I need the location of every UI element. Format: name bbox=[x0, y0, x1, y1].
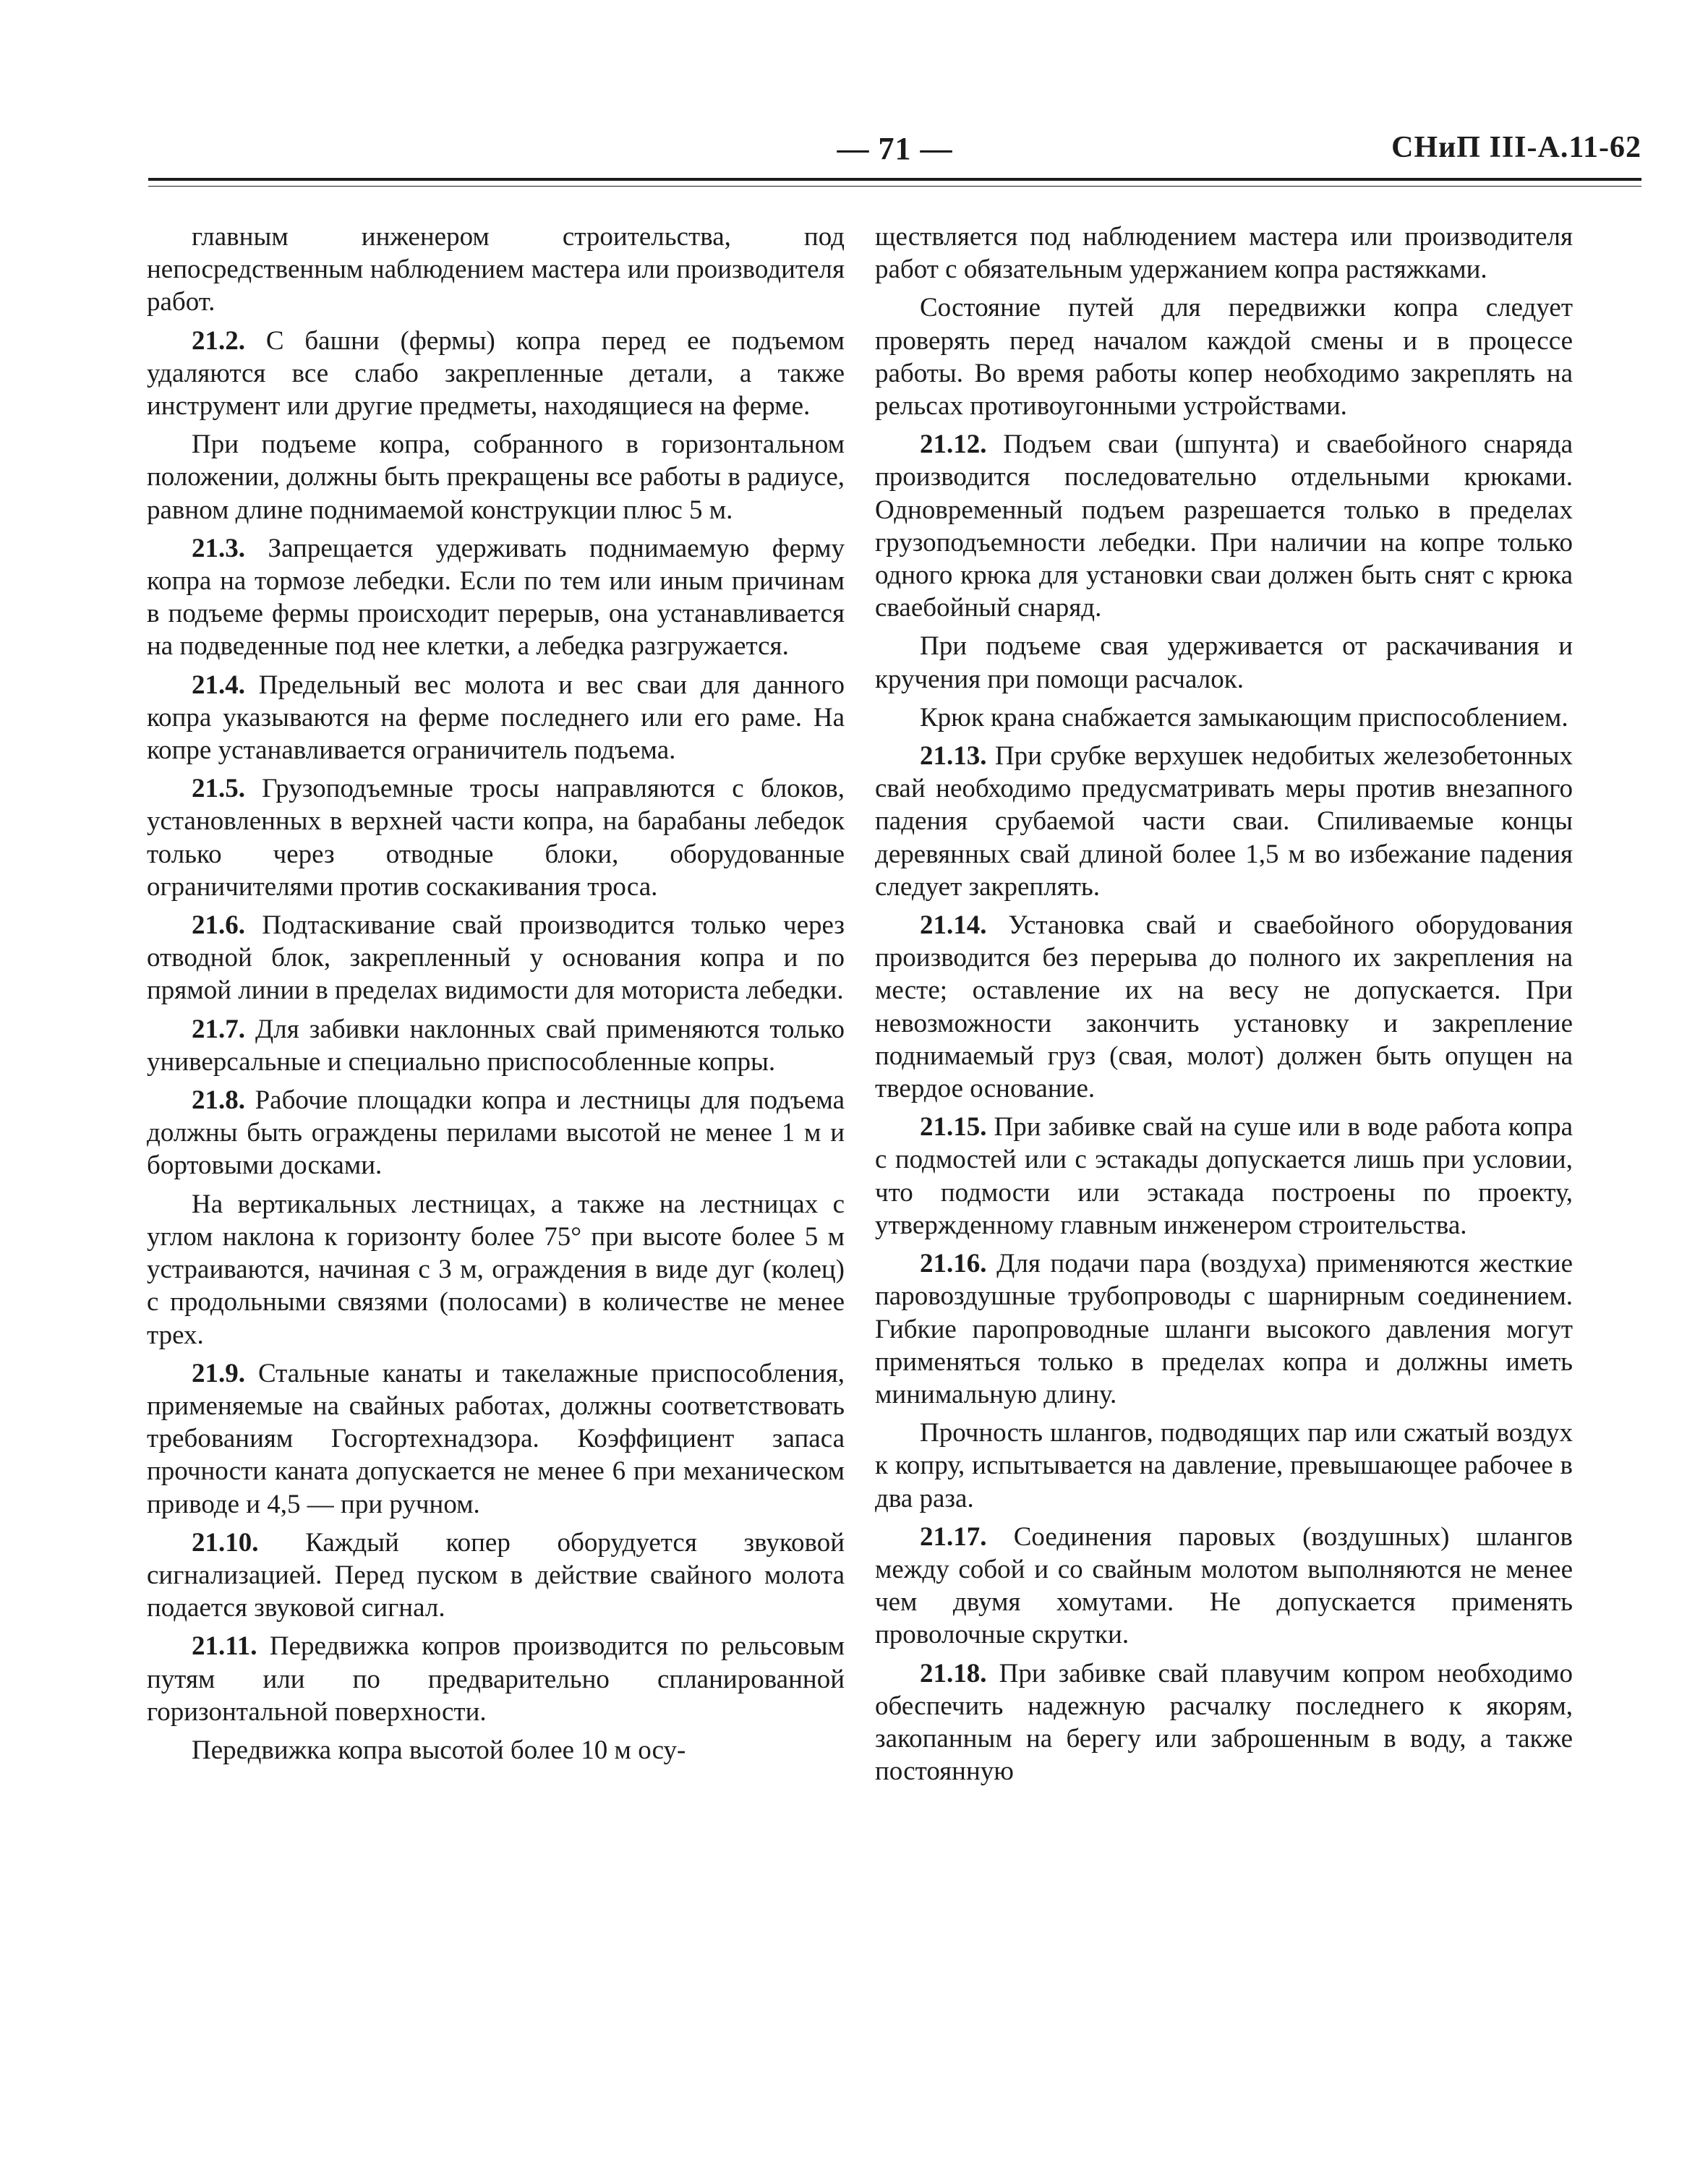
clause-number: 21.11. bbox=[192, 1631, 257, 1662]
left-column bbox=[147, 221, 845, 1772]
paragraph bbox=[147, 221, 845, 319]
right-column bbox=[875, 221, 1573, 1793]
clause-number: 21.5. bbox=[192, 774, 245, 804]
paragraph-text: Рабочие площадки копра и лестницы для подъема должны быть ограждены перилами высотой не менее 1 м и бортовыми досками. bbox=[147, 1085, 845, 1181]
clause-number: 21.15. bbox=[920, 1112, 987, 1143]
document-code: СНиП III-А.11-62 bbox=[1391, 131, 1641, 164]
paragraph-text: Передвижка копров производится по рельсовым путям или по предварительно спланированной горизонтальной поверхности. bbox=[147, 1631, 845, 1727]
paragraph bbox=[875, 291, 1573, 422]
paragraph bbox=[147, 325, 845, 423]
paragraph-text: Подтаскивание свай производится только через отводной блок, закрепленный у основания копра и по прямой линии в пределах видимости для моториста лебедки. bbox=[147, 910, 845, 1006]
paragraph-text: Передвижка копра высотой более 10 м осу- bbox=[192, 1735, 686, 1765]
page-header bbox=[148, 130, 1641, 181]
clause-number: 21.14. bbox=[920, 910, 987, 941]
paragraph bbox=[147, 669, 845, 767]
clause-number: 21.4. bbox=[192, 670, 245, 700]
paragraph-text: При забивке свай на суше или в воде работа копра с подмостей или с эстакады допускается лишь при условии, что подмости или эстакада построены по проекту, утвержденному главным инженером строительства. bbox=[875, 1112, 1574, 1240]
clause-number: 21.10. bbox=[192, 1527, 259, 1558]
paragraph bbox=[147, 1734, 845, 1767]
clause-number: 21.13. bbox=[920, 741, 987, 772]
header-rule bbox=[148, 178, 1641, 181]
paragraph bbox=[147, 1357, 845, 1521]
paragraph-text: Установка свай и сваебойного оборудования производится без перерыва до полного их закрепления на месте; оставление их на весу не допускается. При невозможности закончить установку и закрепление поднимаемый груз (свая, молот) должен быть опущен на твердое основание. bbox=[875, 910, 1574, 1104]
paragraph bbox=[875, 1247, 1573, 1411]
paragraph bbox=[875, 740, 1573, 903]
paragraph-text: Каждый копер оборудуется звуковой сигнализацией. Перед пуском в действие свайного молота подается звуковой сигнал. bbox=[147, 1527, 845, 1623]
paragraph bbox=[875, 428, 1573, 624]
paragraph bbox=[147, 1188, 845, 1351]
paragraph bbox=[147, 428, 845, 526]
paragraph-text: Прочность шлангов, подводящих пар или сжатый воздух к копру, испытывается на давление, превышающее рабочее в два раза. bbox=[875, 1418, 1573, 1513]
paragraph-text: Для забивки наклонных свай применяются только универсальные и специально приспособленные копры. bbox=[147, 1014, 845, 1077]
paragraph-text: Подъем сваи (шпунта) и сваебойного снаряда производится последовательно отдельными крюками. Одновременный подъем разрешается только в пределах грузоподъемности лебедки. При наличии на копре только одного крюка для установки сваи должен быть снят с крюка сваебойный снаряд. bbox=[875, 430, 1574, 623]
clause-number: 21.18. bbox=[920, 1658, 987, 1688]
clause-number: 21.12. bbox=[920, 430, 987, 460]
paragraph bbox=[147, 772, 845, 903]
paragraph bbox=[875, 1657, 1573, 1788]
clause-number: 21.8. bbox=[192, 1085, 245, 1116]
paragraph bbox=[875, 630, 1573, 695]
paragraph bbox=[147, 532, 845, 663]
paragraph-text: ществляется под наблюдением мастера или производителя работ с обязательным удержанием копра растяжками. bbox=[875, 222, 1573, 285]
clause-number: 21.17. bbox=[920, 1521, 987, 1552]
paragraph-text: Состояние путей для передвижки копра следует проверять перед началом каждой смены и в процессе работы. Во время работы копер необходимо закреплять на рельсах противоугонными устройствами. bbox=[875, 293, 1573, 422]
paragraph-text: При подъеме копра, собранного в горизонтальном положении, должны быть прекращены все работы в радиусе, равном длине поднимаемой конструкции плюс 5 м. bbox=[147, 430, 845, 525]
paragraph-text: Запрещается удерживать поднимаемую ферму копра на тормозе лебедки. Если по тем или иным причинам в подъеме фермы происходит перерыв, она устанавливается на подведенные под нее клетки, а лебедка разгружается. bbox=[147, 533, 845, 662]
clause-number: 21.6. bbox=[192, 910, 245, 941]
clause-number: 21.2. bbox=[192, 325, 245, 356]
paragraph bbox=[147, 909, 845, 1007]
paragraph bbox=[875, 909, 1573, 1105]
paragraph bbox=[147, 1084, 845, 1182]
paragraph bbox=[147, 1630, 845, 1728]
paragraph bbox=[875, 1111, 1573, 1242]
paragraph bbox=[875, 221, 1573, 286]
paragraph-text: На вертикальных лестницах, а также на лестницах с углом наклона к горизонту более 75° при высоте более 5 м устраиваются, начиная с 3 м, ограждения в виде дуг (колец) с продольными связями (полосами) в количестве не менее трех. bbox=[147, 1189, 845, 1350]
clause-number: 21.3. bbox=[192, 533, 245, 563]
clause-number: 21.9. bbox=[192, 1358, 245, 1388]
paragraph-text: С башни (фермы) копра перед ее подъемом удаляются все слабо закрепленные детали, а также инструмент или другие предметы, находящиеся на ферме. bbox=[147, 325, 845, 422]
clause-number: 21.7. bbox=[192, 1014, 245, 1044]
paragraph-text: Стальные канаты и такелажные приспособления, применяемые на свайных работах, должны соответствовать требованиям Госгортехнадзора. Коэффициент запаса прочности каната допускается не менее 6 при механическом приводе и 4,5 — при ручном. bbox=[147, 1358, 845, 1519]
clause-number: 21.16. bbox=[920, 1249, 987, 1279]
paragraph bbox=[147, 1526, 845, 1625]
paragraph-text: При подъеме свая удерживается от раскачивания и кручения при помощи расчалок. bbox=[875, 631, 1573, 694]
paragraph-text: главным инженером строительства, под непосредственным наблюдением мастера или производителя работ. bbox=[147, 222, 845, 317]
paragraph bbox=[875, 1521, 1573, 1652]
paragraph-text: При забивке свай плавучим копром необходимо обеспечить надежную расчалку последнего к якорям, закопанным на берегу или заброшенным в воду, а также постоянную bbox=[875, 1658, 1573, 1787]
paragraph bbox=[147, 1013, 845, 1078]
paragraph-text: Грузоподъемные тросы направляются с блоков, установленных в верхней части копра, на барабаны лебедок только через отводные блоки, оборудованные ограничителями против соскакивания троса. bbox=[147, 774, 845, 902]
paragraph-text: Предельный вес молота и вес сваи для данного копра указываются на ферме последнего или его раме. На копре устанавливается ограничитель подъема. bbox=[147, 670, 845, 766]
paragraph-text: Соединения паровых (воздушных) шлангов между собой и со свайным молотом выполняются не менее чем двумя хомутами. Не допускается применять проволочные скрутки. bbox=[875, 1521, 1573, 1650]
header-rule-thin bbox=[148, 186, 1641, 187]
paragraph-text: Крюк крана снабжается замыкающим приспособлением. bbox=[920, 702, 1568, 733]
paragraph-text: Для подачи пара (воздуха) применяются жесткие паровоздушные трубопроводы с шарнирным соединением. Гибкие паропроводные шланги высокого давления могут применяться только в пределах копра и должны иметь минимальную длину. bbox=[875, 1249, 1574, 1409]
paragraph-text: При срубке верхушек недобитых железобетонных свай необходимо предусматривать меры против внезапного падения срубаемой части сваи. Спиливаемые концы деревянных свай длиной более 1,5 м во избежание падения следует закреплять. bbox=[875, 741, 1574, 902]
paragraph bbox=[875, 1417, 1573, 1515]
paragraph bbox=[875, 701, 1573, 734]
page-number: — 71 — bbox=[837, 131, 953, 166]
